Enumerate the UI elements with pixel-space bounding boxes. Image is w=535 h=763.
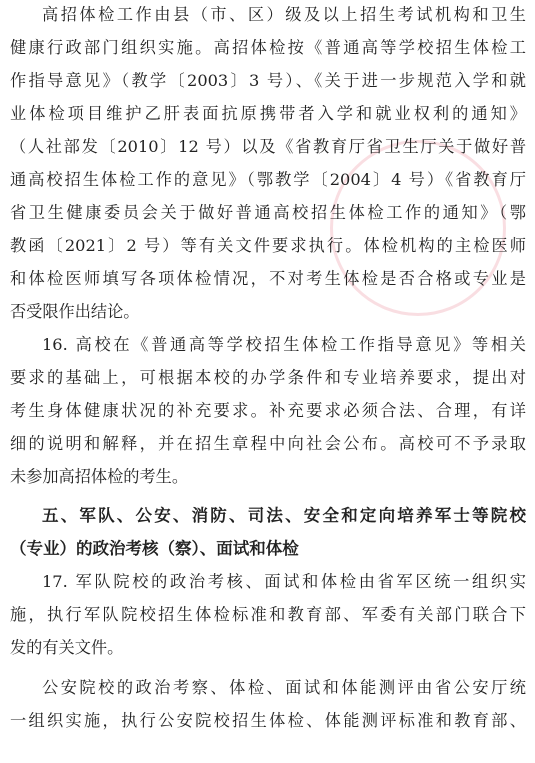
paragraph-line: 17. 军队院校的政治考核、面试和体检由省军区统一组织实 bbox=[42, 572, 526, 591]
paragraph-line: （人社部发〔2010〕12 号）以及《省教育厅省卫生厅关于做好普 bbox=[10, 137, 526, 156]
paragraph-line: 16. 高校在《普通高等学校招生体检工作指导意见》等相关 bbox=[42, 335, 526, 354]
paragraph-line: 细的说明和解释，并在招生章程中向社会公布。高校可不予录取 bbox=[10, 434, 526, 453]
paragraph-line: 业体检项目维护乙肝表面抗原携带者入学和就业权利的通知》 bbox=[10, 104, 526, 123]
paragraph-line: 未参加高招体检的考生。 bbox=[10, 467, 189, 486]
section-heading: 五、军队、公安、消防、司法、安全和定向培养军士等院校 bbox=[42, 506, 526, 525]
paragraph-line: 高招体检工作由县（市、区）级及以上招生考试机构和卫生 bbox=[42, 5, 526, 24]
section-heading: （专业）的政治考核（察）、面试和体检 bbox=[10, 539, 299, 558]
paragraph-line: 健康行政部门组织实施。高招体检按《普通高等学校招生体检工 bbox=[10, 38, 526, 57]
paragraph-line: 教函〔2021〕2 号）等有关文件要求执行。体检机构的主检医师 bbox=[10, 236, 526, 255]
paragraph-line: 一组织实施，执行公安院校招生体检、体能测评标准和教育部、 bbox=[10, 711, 526, 730]
paragraph-line: 通高校招生体检工作的意见》（鄂教学〔2004〕4 号）《省教育厅 bbox=[10, 170, 526, 189]
paragraph-line: 施，执行军队院校招生体检标准和教育部、军委有关部门联合下 bbox=[10, 605, 526, 624]
paragraph-line: 省卫生健康委员会关于做好普通高校招生体检工作的通知》（鄂 bbox=[10, 203, 526, 222]
paragraph-line: 公安院校的政治考察、体检、面试和体能测评由省公安厅统 bbox=[42, 678, 526, 697]
paragraph-line: 和体检医师填写各项体检情况，不对考生体检是否合格或专业是 bbox=[10, 269, 526, 288]
paragraph-line: 考生身体健康状况的补充要求。补充要求必须合法、合理，有详 bbox=[10, 401, 526, 420]
paragraph-line: 否受限作出结论。 bbox=[10, 302, 140, 321]
paragraph-line: 要求的基础上，可根据本校的办学条件和专业培养要求，提出对 bbox=[10, 368, 526, 387]
paragraph-line: 发的有关文件。 bbox=[10, 638, 124, 657]
paragraph-line: 作指导意见》（教学〔2003〕3 号）、《关于进一步规范入学和就 bbox=[10, 71, 526, 90]
